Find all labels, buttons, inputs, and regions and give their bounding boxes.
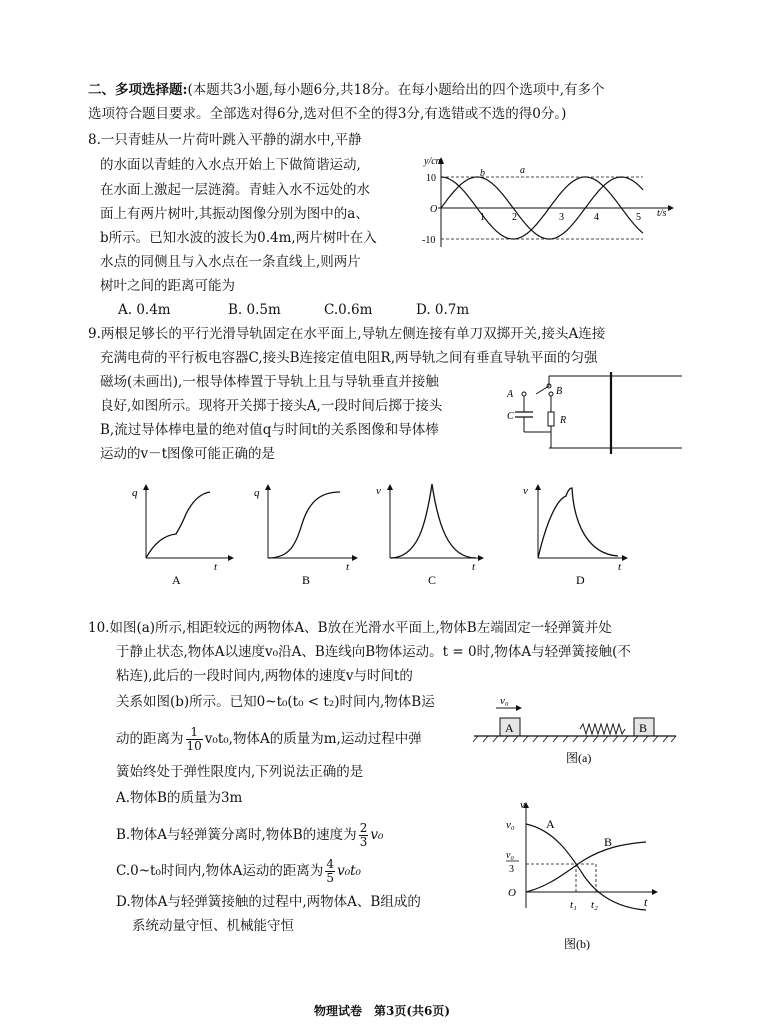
- q9-label-c: C: [507, 411, 514, 422]
- q8-vibration-graph: [418, 152, 676, 252]
- q10-fig-b-x-arrow: [652, 889, 658, 895]
- q8-origin: O: [430, 204, 438, 215]
- q8-label-b: b: [480, 168, 485, 179]
- q10-fraction: [186, 726, 203, 753]
- q9-resistor: [548, 412, 554, 426]
- q9-curve-b: [268, 492, 340, 558]
- q8-option-b: B. 0.5m: [228, 302, 281, 318]
- q10-text: v₀t₀: [337, 863, 361, 879]
- q9-graph-arrow: [265, 484, 271, 490]
- q9-line: 运动的v－t图像可能正确的是: [100, 446, 276, 462]
- section-title: 二、多项选择题:: [88, 82, 188, 98]
- q9-contact-b: [549, 392, 553, 396]
- q9-curve-a: [146, 492, 210, 558]
- q10-line: 10.如图(a)所示,相距较远的两物体A、B放在光滑水平面上,物体B左端固定一轻弹簧并处: [88, 620, 612, 636]
- q9-graph-xlabel: t: [618, 561, 622, 573]
- q9-graph-arrow: [143, 484, 149, 490]
- q10-text: v₀: [370, 827, 384, 843]
- section-instructions-1: (本题共3小题,每小题6分,共18分。在每小题给出的四个选项中,有多个: [187, 82, 605, 98]
- q9-graph-ylabel: v: [523, 485, 528, 497]
- frac-den: 5: [326, 871, 335, 885]
- q9-line: B,流过导体棒电量的绝对值q与时间t的关系图像和导体棒: [100, 422, 439, 438]
- q9-option-c-label: C: [428, 573, 437, 587]
- q9-label-b: B: [556, 386, 563, 397]
- q9-contact-a: [522, 392, 526, 396]
- q10-line-5: [116, 726, 422, 753]
- q10-option-d-cont: 系统动量守恒、机械能守恒: [132, 918, 294, 934]
- q9-graph-arrow: [478, 555, 484, 561]
- q9-graph-options: [118, 474, 638, 598]
- q10-fig-b-origin: O: [508, 887, 516, 899]
- q9-line: 9.两根足够长的平行光滑导轨固定在水平面上,导轨左侧连接有单刀双掷开关,接头A连接: [88, 326, 606, 342]
- q10-line: 粘连),此后的一段时间内,两物体的速度v与时间t的: [116, 668, 413, 684]
- q10-fig-b-v0: v₀: [506, 819, 515, 831]
- q8-line: 8.一只青蛙从一片荷叶跳入平静的湖水中,平静: [88, 132, 362, 148]
- q9-curve-d: [538, 488, 618, 558]
- q10-ground-hatch: [473, 736, 676, 742]
- q10-option-a: A.物体B的质量为3m: [116, 790, 243, 806]
- frac-num: 2: [359, 821, 368, 835]
- q8-x-arrow: [668, 205, 674, 211]
- q10-fig-b-label-b: B: [604, 835, 613, 849]
- q9-label-r: R: [560, 415, 567, 426]
- q9-graph-xlabel: t: [346, 561, 350, 573]
- q8-xtick: 5: [636, 212, 641, 223]
- q10-spring: [580, 724, 625, 734]
- q9-graph-ylabel: q: [254, 487, 260, 499]
- q9-graph-ylabel: v: [376, 485, 381, 497]
- q10-fig-b-frac-den: 3: [509, 864, 514, 875]
- q8-line: 在水面上激起一层涟漪。青蛙入水不远处的水: [100, 182, 370, 198]
- q10-fig-b-label-a: A: [546, 817, 555, 831]
- q8-ylabel: y/cm: [424, 156, 443, 167]
- q9-graph-xlabel: t: [472, 561, 476, 573]
- q9-option-d-label: D: [576, 573, 585, 587]
- q8-xtick: 2: [512, 212, 517, 223]
- q8-label-a: a: [520, 165, 525, 176]
- q8-xtick: 1: [480, 212, 485, 223]
- q8-option-d: D. 0.7m: [416, 302, 470, 318]
- q9-graph-ylabel: q: [132, 487, 138, 499]
- q10-fig-b-xlabel: t: [644, 895, 648, 909]
- q9-switch-blade: [536, 386, 549, 394]
- q10-option-c: [116, 858, 361, 885]
- section-instructions-2: 选项符合题目要求。全部选对得6分,选对但不全的得3分,有选错或不选的得0分。): [88, 106, 567, 122]
- q9-line: 磁场(未画出),一根导体棒置于导轨上且与导轨垂直并接触: [100, 374, 439, 390]
- q8-line: 树叶之间的距离可能为: [100, 278, 235, 294]
- q10-line: 于静止状态,物体A以速度v₀沿A、B连线向B物体运动。t = 0时,物体A与轻弹簧接触(不: [116, 644, 631, 660]
- q10-text: C.0~t₀时间内,物体A运动的距离为: [116, 863, 324, 879]
- page-footer: 物理试卷 第3页(共6页): [313, 1004, 451, 1018]
- q9-curve-c: [390, 484, 476, 558]
- q10-fraction: [359, 822, 369, 849]
- q9-option-a-label: A: [172, 573, 181, 587]
- q10-figure-a: [470, 690, 690, 770]
- q8-line: 面上有两片树叶,其振动图像分别为图中的a、: [100, 206, 369, 222]
- frac-den: 3: [359, 835, 368, 849]
- q10-fig-b-caption: 图(b): [564, 937, 590, 951]
- section-header: [88, 80, 604, 100]
- q8-option-c: C.0.6m: [324, 302, 373, 318]
- q9-graph-xlabel: t: [214, 561, 218, 573]
- q10-line: 簧始终处于弹性限度内,下列说法正确的是: [116, 764, 364, 780]
- q10-option-b: [116, 822, 383, 849]
- q9-line: 良好,如图所示。现将开关掷于接头A,一段时间后掷于接头: [100, 398, 443, 414]
- q8-option-a: A. 0.4m: [118, 302, 171, 318]
- q10-block-b-label: B: [639, 721, 648, 735]
- q8-line: 的水面以青蛙的入水点开始上下做简谐运动,: [100, 157, 361, 173]
- q10-fraction: [325, 858, 335, 885]
- q10-text: B.物体A与轻弹簧分离时,物体B的速度为: [116, 827, 357, 843]
- q10-figure-b: [500, 796, 670, 956]
- frac-num: 1: [186, 726, 203, 740]
- q10-fig-b-t1: t₁: [570, 899, 577, 911]
- q8-y-neg: -10: [422, 235, 436, 246]
- q8-line: 水点的同侧且与入水点在一条直线上,则两片: [100, 254, 361, 270]
- q10-fig-a-arrowhead: [516, 705, 522, 711]
- q9-option-b-label: B: [302, 573, 311, 587]
- q9-label-a: A: [507, 389, 514, 400]
- q8-y-pos: 10: [426, 173, 436, 184]
- q10-curve-a: [526, 824, 646, 910]
- q9-graph-arrow: [228, 555, 234, 561]
- q10-option-d: D.物体A与轻弹簧接触的过程中,两物体A、B组成的: [116, 894, 421, 910]
- frac-den: 10: [186, 739, 202, 753]
- q10-text: v₀t₀,物体A的质量为m,运动过程中弹: [204, 731, 422, 747]
- q8-xlabel: t/s: [657, 208, 667, 219]
- q9-graph-arrow: [622, 555, 628, 561]
- q9-graph-arrow: [535, 484, 541, 490]
- q10-fig-b-frac-num: v₀: [506, 850, 514, 861]
- q9-graphs: [118, 474, 638, 594]
- q10-block-a-label: A: [505, 721, 514, 735]
- q10-text: 动的距离为: [116, 731, 184, 747]
- q9-circuit-diagram: [504, 372, 684, 456]
- q10-fig-b-ylabel: v: [520, 799, 525, 811]
- q10-curve-b: [526, 842, 646, 892]
- q8-xtick: 3: [559, 212, 564, 223]
- q10-fig-a-v0: v₀: [500, 695, 509, 707]
- q8-xtick: 4: [594, 212, 599, 223]
- q10-fig-a-caption: 图(a): [566, 751, 592, 765]
- q9-graph-arrow: [387, 484, 393, 490]
- q9-graph-arrow: [352, 555, 358, 561]
- frac-num: 4: [326, 857, 335, 871]
- q9-line: 充满电荷的平行板电容器C,接头B连接定值电阻R,两导轨之间有垂直导轨平面的匀强: [100, 350, 598, 366]
- q10-fig-b-t2: t₂: [591, 899, 598, 911]
- q8-line: b所示。已知水波的波长为0.4m,两片树叶在入: [100, 230, 377, 246]
- q10-line: 关系如图(b)所示。已知0~t₀(t₀ < t₂)时间内,物体B运: [116, 694, 435, 710]
